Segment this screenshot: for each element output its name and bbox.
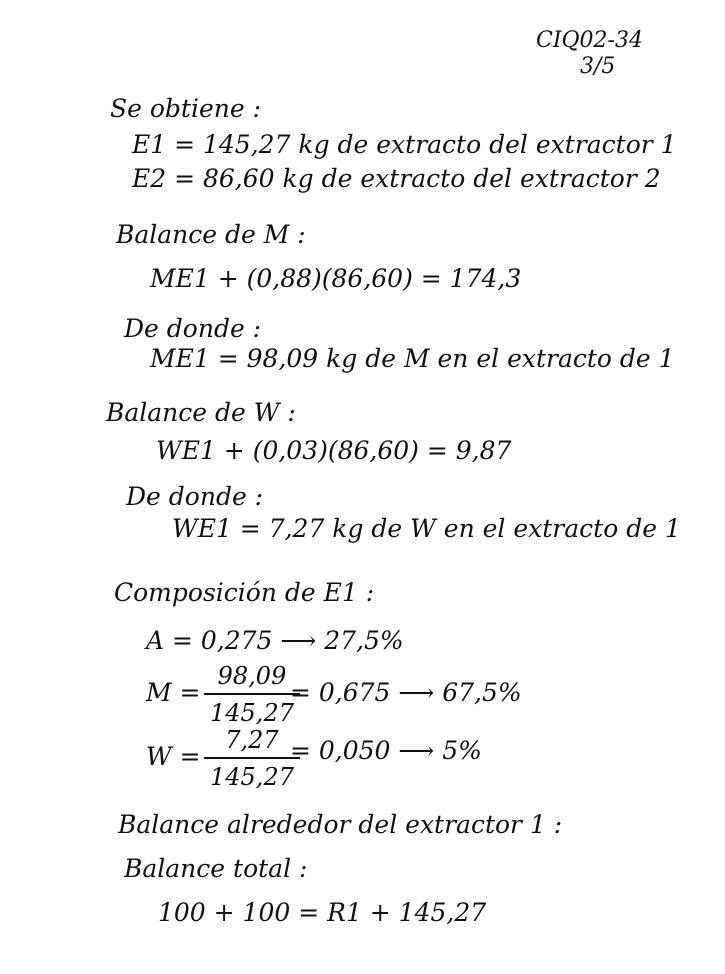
composition-w-label: W = bbox=[146, 742, 201, 771]
e1-extract-line: E1 = 145,27 kg de extracto del extractor 1 bbox=[132, 130, 677, 159]
balance-total-title: Balance total : bbox=[124, 854, 308, 883]
composition-m-result: = 0,675 ⟶ 67,5% bbox=[290, 678, 522, 707]
composition-m-fraction bbox=[204, 662, 300, 727]
composition-m-numerator: 98,09 bbox=[204, 662, 300, 695]
balance-w-title: Balance de W : bbox=[106, 398, 296, 427]
composition-w-fraction bbox=[204, 726, 300, 791]
de-donde-label-1: De donde : bbox=[124, 314, 262, 343]
composition-w-denominator: 145,27 bbox=[210, 763, 294, 791]
we1-result: WE1 = 7,27 kg de W en el extracto de 1 bbox=[172, 514, 681, 543]
se-obtiene-label: Se obtiene : bbox=[110, 94, 262, 123]
balance-extractor-title: Balance alrededor del extractor 1 : bbox=[118, 810, 563, 839]
balance-total-equation: 100 + 100 = R1 + 145,27 bbox=[158, 898, 487, 927]
composition-title: Composición de E1 : bbox=[114, 578, 375, 607]
document-code: CIQ02-34 bbox=[536, 28, 643, 53]
balance-w-equation: WE1 + (0,03)(86,60) = 9,87 bbox=[156, 436, 512, 465]
balance-m-equation: ME1 + (0,88)(86,60) = 174,3 bbox=[150, 264, 522, 293]
e2-extract-line: E2 = 86,60 kg de extracto del extractor 2 bbox=[132, 164, 661, 193]
composition-a-line: A = 0,275 ⟶ 27,5% bbox=[146, 626, 404, 655]
composition-w-numerator: 7,27 bbox=[204, 726, 300, 759]
composition-w-result: = 0,050 ⟶ 5% bbox=[290, 736, 482, 765]
page-number: 3/5 bbox=[580, 54, 616, 79]
de-donde-label-2: De donde : bbox=[126, 482, 264, 511]
balance-m-title: Balance de M : bbox=[116, 220, 306, 249]
composition-m-label: M = bbox=[146, 678, 201, 707]
composition-m-denominator: 145,27 bbox=[210, 699, 294, 727]
me1-result: ME1 = 98,09 kg de M en el extracto de 1 bbox=[150, 344, 675, 373]
